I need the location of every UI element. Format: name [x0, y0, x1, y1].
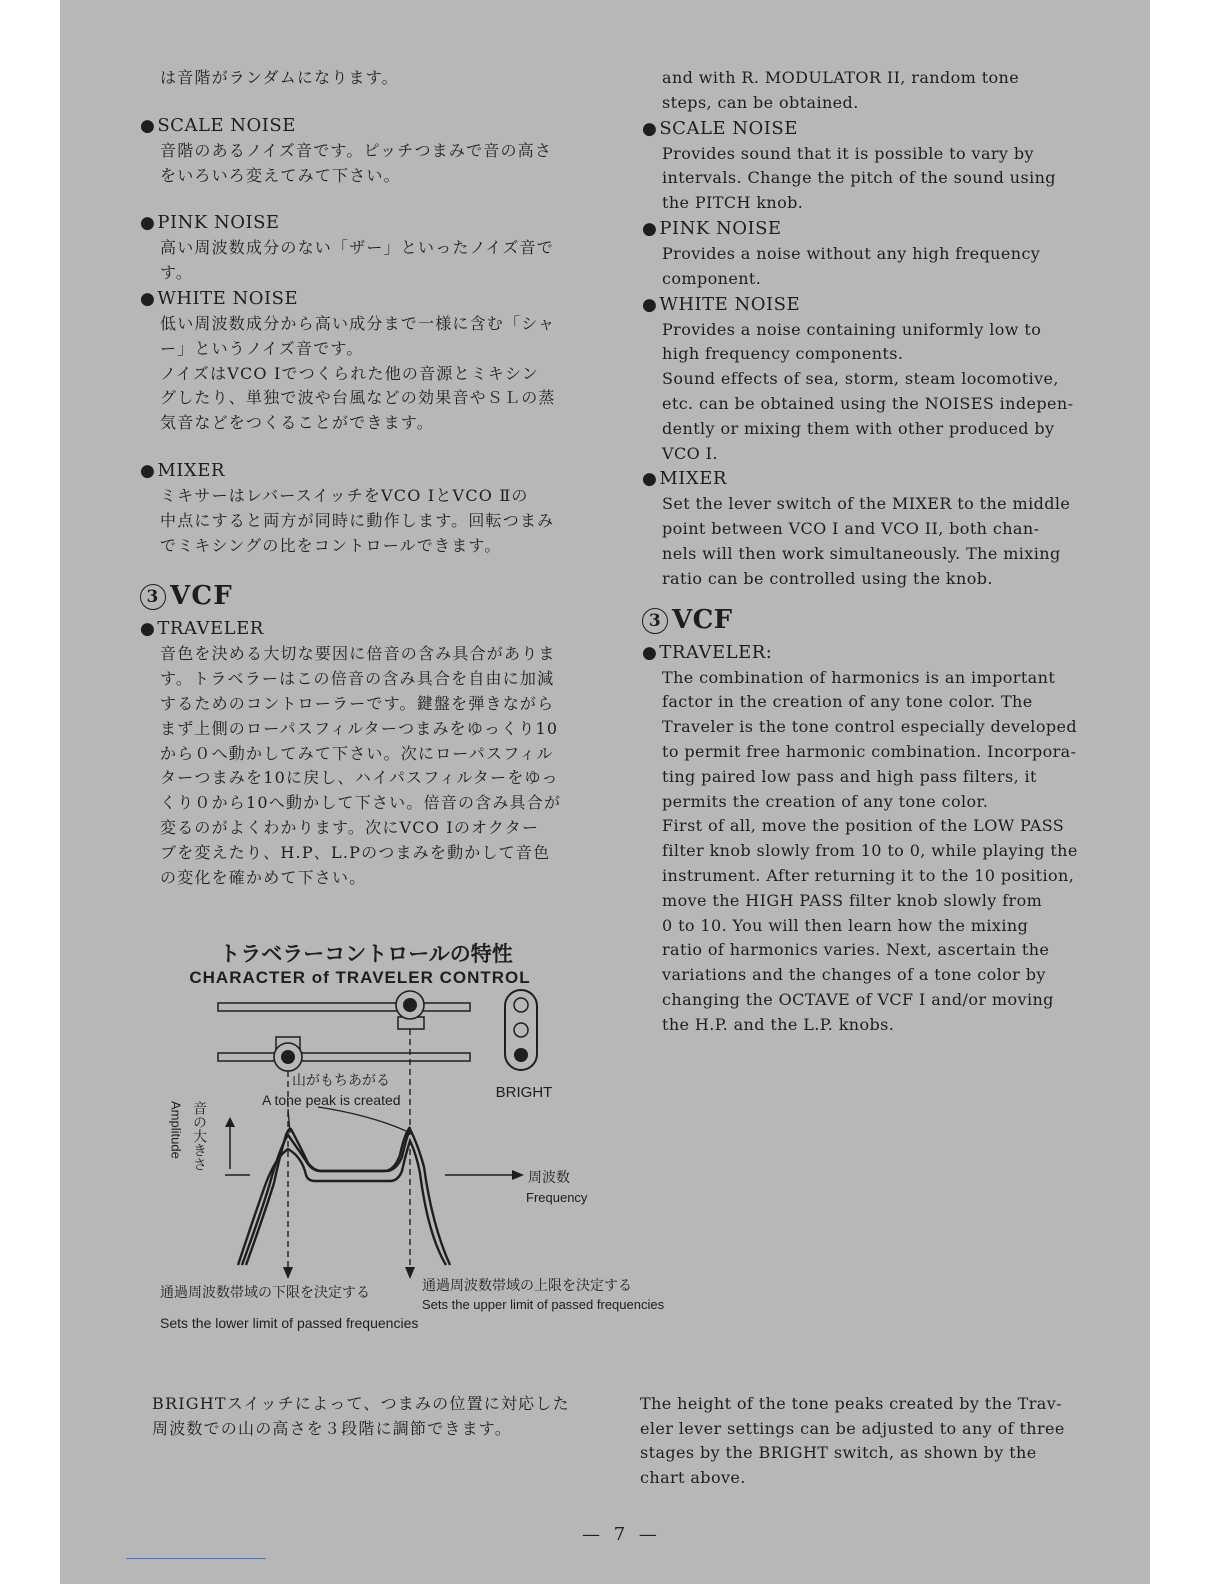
section-title-vcf-jp	[140, 580, 610, 612]
text-line: to permit free harmonic combination. Incorpora-	[662, 741, 1077, 761]
section-title-vcf-en	[642, 604, 1088, 636]
upper-slider	[218, 991, 470, 1029]
right-column	[642, 66, 1088, 1038]
text-line: ratio can be controlled using the knob.	[662, 568, 993, 588]
bottom-paragraph-jp	[152, 1392, 612, 1441]
text-line: 高い周波数成分のない「ザー」といったノイズ音で	[160, 238, 555, 258]
peak-label-en: A tone peak is created	[262, 1092, 401, 1108]
diagram-title-en: CHARACTER of TRAVELER CONTROL	[189, 968, 531, 987]
text-line: move the HIGH PASS filter knob slowly from	[662, 890, 1043, 910]
bright-label: BRIGHT	[495, 1084, 553, 1101]
heading-white-noise-jp: ● WHITE NOISE	[140, 286, 610, 312]
text-line: ミキサーはレバースイッチをVCO ⅠとVCO Ⅱの	[160, 485, 529, 505]
frequency-label-jp: 周波数	[528, 1169, 570, 1185]
text-line: Provides a noise without any high frequency	[662, 243, 1041, 263]
heading-mixer-jp: ● MIXER	[140, 458, 610, 484]
text-line: point between VCO I and VCO II, both chan-	[662, 519, 1040, 539]
heading-traveler-jp: ● TRAVELER	[140, 616, 610, 642]
text-line: ratio of harmonics varies. Next, ascertain the	[662, 940, 1050, 960]
diagram-title-jp: トラベラーコントロールの特性	[219, 943, 513, 966]
text-line: Sound effects of sea, storm, steam locomotive,	[662, 369, 1059, 389]
text-line: stages by the BRIGHT switch, as shown by the	[640, 1443, 1037, 1463]
text-line: でミキシングの比をコントロールできます。	[160, 535, 502, 555]
text-line: The combination of harmonics is an important	[662, 667, 1056, 687]
text-line: をいろいろ変えてみて下さい。	[160, 165, 401, 185]
text-line: グしたり、単独で波や台風などの効果音やＳＬの蒸	[160, 388, 556, 408]
text-line: The height of the tone peaks created by the Trav-	[640, 1394, 1062, 1413]
section-title-text: VCF	[170, 581, 233, 612]
text-line: eler lever settings can be adjusted to any of three	[640, 1418, 1065, 1438]
text-line: ブを変えたり、H.P、L.Pのつまみを動かして音色	[160, 842, 551, 862]
text-line: す。	[160, 263, 194, 283]
section-title-text: VCF	[672, 604, 733, 635]
text-line: etc. can be obtained using the NOISES indepen-	[662, 393, 1074, 413]
frequency-label-en: Frequency	[526, 1190, 588, 1205]
heading-pink-noise-jp: ● PINK NOISE	[140, 210, 610, 236]
lower-limit-label-en: Sets the lower limit of passed frequencies	[160, 1315, 419, 1331]
text-line: high frequency components.	[662, 344, 904, 364]
text-line: ターつまみを10に戻し、ハイパスフィルターをゆっ	[160, 768, 559, 788]
text-line: 音色を決める大切な要因に倍音の含み具合がありま	[160, 644, 556, 664]
intro-line-en: steps, can be obtained.	[662, 92, 859, 112]
text-line: factor in the creation of any tone color. The	[662, 692, 1033, 712]
upper-limit-label-en: Sets the upper limit of passed frequencies	[422, 1297, 665, 1312]
lower-slider	[218, 1037, 470, 1071]
amplitude-label-jp: 音の大きさ	[192, 1101, 208, 1171]
text-line: 気音などをつくることができます。	[160, 413, 434, 433]
heading-pink-noise-en: ● PINK NOISE	[642, 216, 1088, 242]
left-column	[140, 66, 610, 890]
text-line: variations and the changes of a tone color by	[662, 965, 1046, 985]
heading-scale-noise-jp: ● SCALE NOISE	[140, 113, 610, 139]
traveler-control-diagram	[140, 935, 740, 1340]
text-line: ー」というノイズ音です。	[160, 338, 364, 358]
text-line: filter knob slowly from 10 to 0, while playing the	[662, 841, 1078, 861]
text-line: 0 to 10. You will then learn how the mixing	[662, 915, 1029, 935]
lower-limit-label-jp: 通過周波数帯域の下限を決定する	[160, 1284, 370, 1300]
text-line: 低い周波数成分から高い成分まで一様に含む「シャ	[160, 313, 556, 333]
text-line: Set the lever switch of the MIXER to the middle	[662, 494, 1071, 514]
text-line: まず上側のローパスフィルターつまみをゆっくり10	[160, 718, 559, 738]
text-line: BRIGHTスイッチによって、つまみの位置に対応した	[152, 1394, 570, 1413]
response-curves	[238, 1127, 450, 1265]
intro-line-jp: は音階がランダムになります。	[160, 68, 399, 87]
text-line: permits the creation of any tone color.	[662, 791, 989, 811]
text-line: するためのコントローラーです。鍵盤を弾きながら	[160, 693, 555, 713]
text-line: Traveler is the tone control especially developed	[662, 717, 1078, 737]
section-number-badge: 3	[140, 584, 166, 610]
section-number-badge: 3	[642, 608, 668, 634]
text-line: VCO I.	[662, 443, 718, 463]
amplitude-label-en: Amplitude	[168, 1101, 184, 1159]
text-line: 変るのがよくわかります。次にVCO Ⅰのオクター	[160, 817, 540, 837]
text-line: the H.P. and the L.P. knobs.	[662, 1014, 895, 1034]
heading-scale-noise-en: ● SCALE NOISE	[642, 116, 1088, 142]
text-line: First of all, move the position of the LOW PASS	[662, 816, 1065, 836]
text-line: 中点にすると両方が同時に動作します。回転つまみ	[160, 510, 555, 530]
peak-label-jp: 山がもちあがる	[292, 1072, 390, 1088]
page-number: — 7 —	[582, 1524, 661, 1545]
heading-mixer-en: ● MIXER	[642, 466, 1088, 492]
text-line: intervals. Change the pitch of the sound using	[662, 168, 1056, 188]
text-line: nels will then work simultaneously. The mixing	[662, 543, 1061, 563]
text-line: chart above.	[640, 1467, 746, 1487]
text-line: 音階のあるノイズ音です。ピッチつまみで音の高さ	[160, 140, 553, 160]
bright-switch	[505, 990, 537, 1070]
text-line: changing the OCTAVE of VCF I and/or moving	[662, 989, 1054, 1009]
text-line: くり０から10へ動かして下さい。倍音の含み具合が	[160, 793, 562, 813]
upper-limit-label-jp: 通過周波数帯域の上限を決定する	[422, 1277, 632, 1293]
intro-line-en: and with R. MODULATOR II, random tone	[662, 68, 1020, 87]
heading-traveler-en: ● TRAVELER:	[642, 640, 1088, 666]
text-line: の変化を確かめて下さい。	[160, 867, 367, 887]
text-line: ting paired low pass and high pass filters, it	[662, 766, 1037, 786]
scan-edge-line	[126, 1558, 266, 1559]
text-line: す。トラベラーはこの倍音の含み具合を自由に加減	[160, 669, 555, 689]
text-line: Provides sound that it is possible to vary by	[662, 143, 1034, 163]
text-line: ノイズはVCO Ⅰでつくられた他の音源とミキシン	[160, 363, 539, 383]
text-line: dently or mixing them with other produced by	[662, 418, 1055, 438]
text-line: the PITCH knob.	[662, 193, 804, 213]
bottom-paragraph-en	[640, 1392, 1086, 1490]
text-line: Provides a noise containing uniformly low to	[662, 319, 1042, 339]
text-line: から０へ動かしてみて下さい。次にローパスフィル	[160, 743, 554, 763]
heading-white-noise-en: ● WHITE NOISE	[642, 292, 1088, 318]
text-line: component.	[662, 268, 762, 288]
text-line: 周波数での山の高さを３段階に調節できます。	[152, 1418, 512, 1438]
text-line: instrument. After returning it to the 10 position,	[662, 865, 1075, 885]
